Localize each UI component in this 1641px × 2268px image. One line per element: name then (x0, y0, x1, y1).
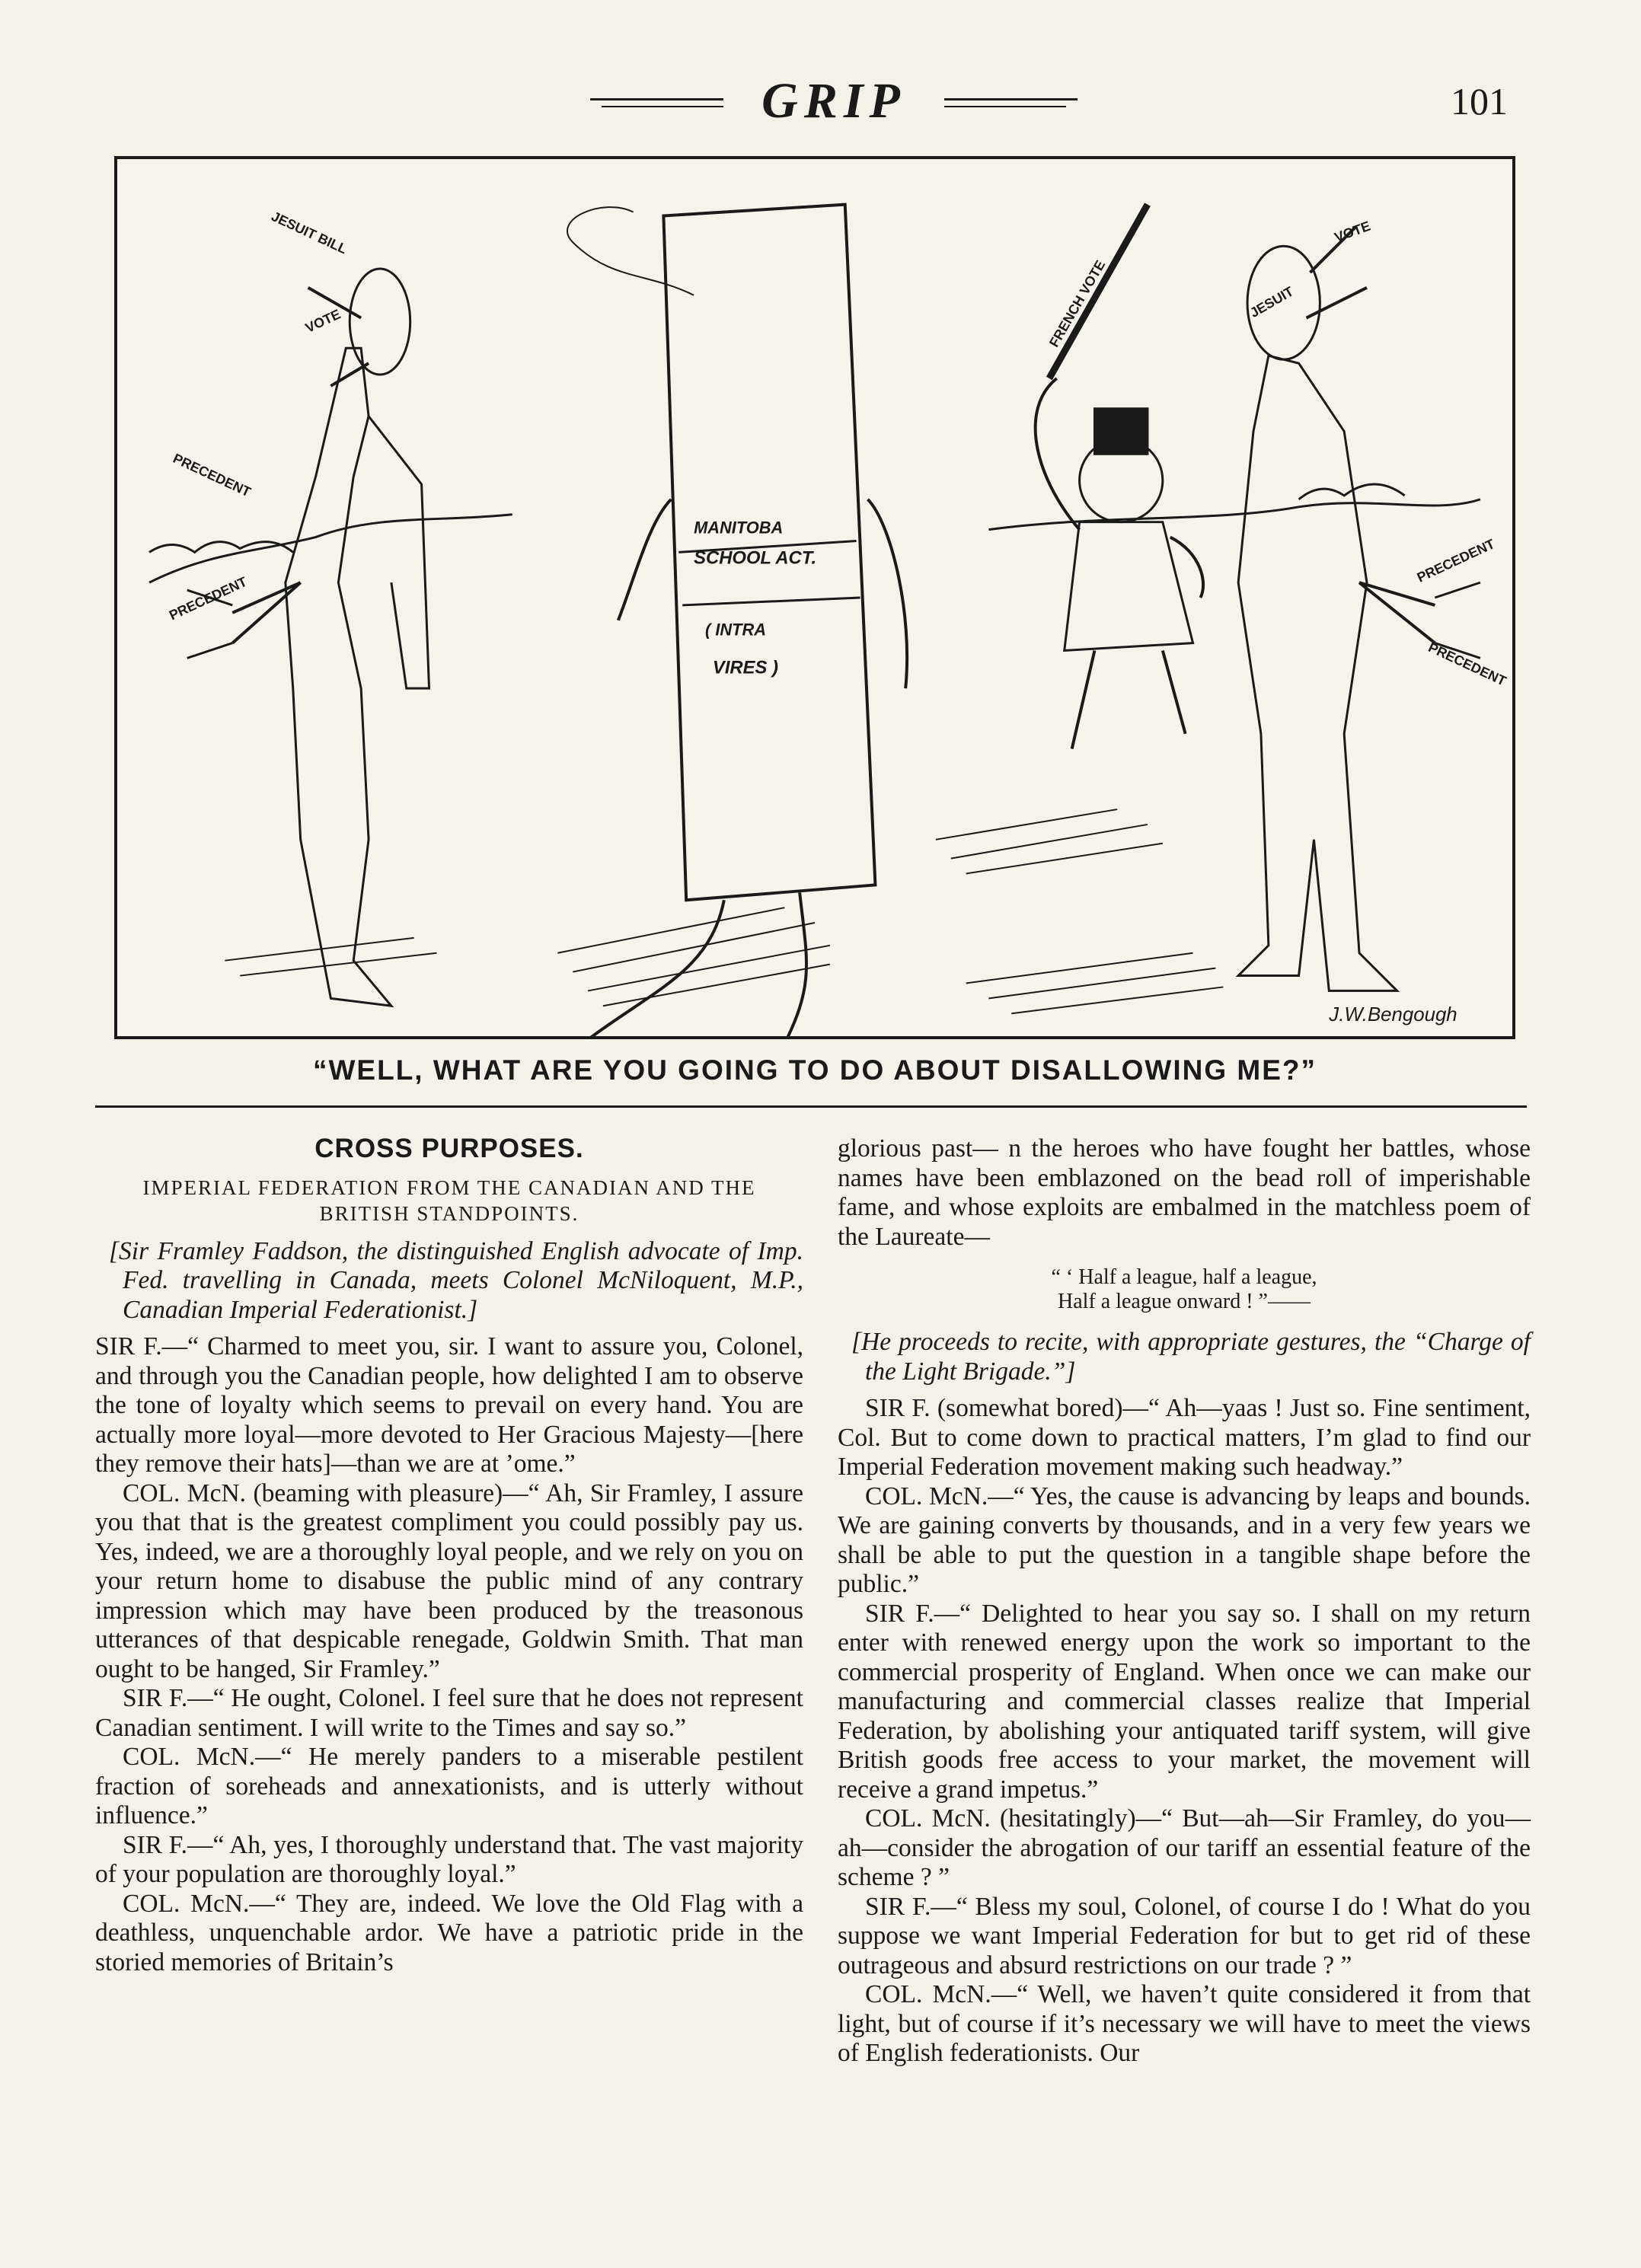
label-intra: ( INTRA (704, 620, 767, 640)
label-precedent-left-2: PRECEDENT (167, 573, 250, 624)
paragraph-p4: COL. McN.—“ He merely panders to a miserable pestilent fraction of soreheads and annexationists, and is utterly without influence.” (95, 1743, 803, 1829)
article-subhead: IMPERIAL FEDERATION FROM THE CANADIAN AND THE BRITISH STANDPOINTS. (142, 1175, 756, 1225)
masthead-rule-right (944, 98, 1078, 100)
cartoon-caption: “WELL, WHAT ARE YOU GOING TO DO ABOUT DISALLOWING ME?” (313, 1054, 1317, 1086)
article-column-left (95, 1134, 803, 1977)
label-jesuit-bill: JESUIT BILL (269, 208, 350, 257)
masthead (0, 72, 1641, 129)
label-french-vote: FRENCH VOTE (1046, 257, 1109, 350)
label-precedent-right-2: PRECEDENT (1425, 640, 1509, 689)
paragraph-p3: SIR F.—“ He ought, Colonel. I feel sure that he does not represent Canadian sentiment. I will write to the Times and say so.” (95, 1684, 803, 1742)
cartoon-illustration (114, 156, 1515, 1039)
verse-line-1: “ ‘ Half a league, half a league, (1051, 1265, 1317, 1289)
paragraph-p5: SIR F.—“ Ah, yes, I thoroughly understand that. The vast majority of your population are thoroughly loyal.” (95, 1830, 803, 1888)
label-jesuit-right: JESUIT (1247, 283, 1297, 321)
label-vires: VIRES ) (712, 657, 779, 678)
paragraph-r3: SIR F. (somewhat bored)—“ Ah—yaas ! Just so. Fine sentiment, Col. But to come down to practical matters, I’m glad to find our Imperial Federation movement making such headway.” (838, 1394, 1531, 1481)
horizontal-rule (95, 1105, 1527, 1108)
paragraph-r5: SIR F.—“ Delighted to hear you say so. I shall on my return enter with renewed energy upon the work so important to the commercial prosperity of England. When once we can make our manufacturing and commercial classes realize that Imperial Federation, by abolishing your antiquated tariff system, will give British goods free access to your market, the movement will receive a grand impetus.” (838, 1599, 1531, 1804)
paragraph-r1: glorious past— n the heroes who have fought her battles, whose names have been emblazoned on the bead roll of imperishable fame, and whose exploits are embalmed in the matchless poem of the Laureate— (838, 1134, 1531, 1251)
publication-title: GRIP (761, 73, 906, 129)
paragraph-r2: [He proceeds to recite, with appropriate gestures, the “Charge of the Light Brigade.”] (851, 1328, 1531, 1386)
masthead-rule-left-thin (602, 106, 723, 107)
paragraph-r6: COL. McN. (hesitatingly)—“ But—ah—Sir Framley, do you—ah—consider the abrogation of our tariff an essential feature of the scheme ? ” (838, 1804, 1531, 1891)
paragraph-p1: SIR F.—“ Charmed to meet you, sir. I want to assure you, Colonel, and through you the Canadian people, how delighted I am to observe the tone of loyalty which seems to prevail on every hand. You are actually more loyal—more devoted to Her Gracious Majesty—[here they remove their hats]—than we are at ’ome.” (95, 1332, 803, 1478)
label-precedent-right-1: PRECEDENT (1414, 536, 1498, 585)
paragraph-p6: COL. McN.—“ They are, indeed. We love the Old Flag with a deathless, unquenchable ardor. We have a patriotic pride in the storied memories of Britain’s (95, 1889, 803, 1976)
paragraph-r8: COL. McN.—“ Well, we haven’t quite considered it from that light, but of course if it’s necessary we will have to meet the views of English federationists. Our (838, 1980, 1531, 2067)
article-intro: [Sir Framley Faddson, the distinguished English advocate of Imp. Fed. travelling in Canada, meets Colonel McNiloquent, M.P., Canadian Imperial Federationist.] (109, 1236, 803, 1324)
masthead-rule-left (590, 98, 723, 100)
page-number: 101 (1451, 80, 1508, 123)
cartoon-drawing (117, 159, 1512, 1036)
label-school-act: SCHOOL ACT. (694, 547, 817, 569)
masthead-rule-right-thin (944, 106, 1066, 107)
article-headline: CROSS PURPOSES. (314, 1134, 584, 1163)
verse-line-2: Half a league onward ! ”—— (1058, 1290, 1311, 1313)
article-column-right (838, 1134, 1531, 2069)
paragraph-p2: COL. McN. (beaming with pleasure)—“ Ah, Sir Framley, I assure you that that is the greatest compliment you could possibly pay us. Yes, indeed, we are a thoroughly loyal people, and we rely on you on your return home to disabuse the public mind of any contrary impression which may have been produced by the treasonous utterances of that despicable renegade, Goldwin Smith. That man ought to be hanged, Sir Framley.” (95, 1479, 803, 1683)
label-manitoba: MANITOBA (694, 518, 784, 537)
artist-signature: J.W.Bengough (1329, 1004, 1457, 1026)
label-vote-right: VOTE (1332, 218, 1373, 246)
paragraph-r7: SIR F.—“ Bless my soul, Colonel, of course I do ! What do you suppose we want Imperial Federation for but to get rid of these outrageous and absurd restrictions on our trade ? ” (838, 1892, 1531, 1979)
paragraph-r4: COL. McN.—“ Yes, the cause is advancing by leaps and bounds. We are gaining converts by thousands, and in a very few years we shall be able to put the question in a tangible shape before the public.” (838, 1482, 1531, 1598)
label-vote-left: VOTE (302, 306, 343, 337)
label-precedent-left-1: PRECEDENT (171, 450, 254, 500)
